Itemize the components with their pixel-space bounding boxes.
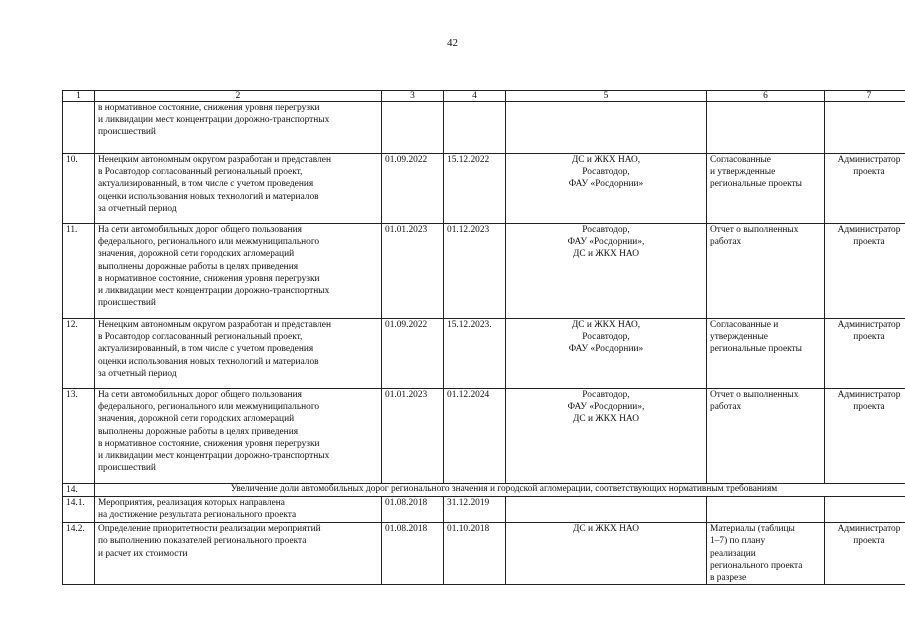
table-row xyxy=(63,497,905,523)
start-date: 01.09.2022 xyxy=(382,154,444,224)
activity-name: Ненецким автономным округом разработан и представлен в Росавтодор согласованный региональный проект, актуализированный, в том числе с учетом проведения оценки использования новых технологий и материалов за отчетный период xyxy=(95,154,382,224)
column-number: 1 xyxy=(63,91,95,102)
column-number: 4 xyxy=(444,91,506,102)
result-description xyxy=(707,102,825,154)
column-number: 3 xyxy=(382,91,444,102)
section-row xyxy=(63,484,905,497)
project-plan-table xyxy=(62,90,905,585)
project-role: Администратор проекта xyxy=(825,389,905,484)
responsible-party: Росавтодор, ФАУ «Росдорнии», ДС и ЖКХ НАО xyxy=(506,224,707,319)
row-number: 10. xyxy=(63,154,95,224)
activity-name: Определение приоритетности реализации мероприятий по выполнению показателей регионального проекта и расчет их стоимости xyxy=(95,523,382,585)
responsible-party: Росавтодор, ФАУ «Росдорнии», ДС и ЖКХ НАО xyxy=(506,389,707,484)
start-date: 01.01.2023 xyxy=(382,389,444,484)
start-date: 01.09.2022 xyxy=(382,319,444,389)
column-number: 5 xyxy=(506,91,707,102)
row-number: 14.2. xyxy=(63,523,95,585)
end-date: 01.12.2024 xyxy=(444,389,506,484)
table-row xyxy=(63,154,905,224)
table-row xyxy=(63,224,905,319)
start-date: 01.08.2018 xyxy=(382,497,444,523)
row-number: 11. xyxy=(63,224,95,319)
column-number-row xyxy=(63,91,905,102)
result-description xyxy=(707,497,825,523)
responsible-party xyxy=(506,497,707,523)
row-number: 12. xyxy=(63,319,95,389)
row-number: 14. xyxy=(63,484,95,497)
result-description: Отчет о выполненных работах xyxy=(707,389,825,484)
project-role: Администратор проекта xyxy=(825,154,905,224)
responsible-party: ДС и ЖКХ НАО xyxy=(506,523,707,585)
section-title: Увеличение доли автомобильных дорог регионального значения и городской агломерации, соответствующих нормативным требованиям xyxy=(95,484,905,497)
start-date xyxy=(382,102,444,154)
project-role xyxy=(825,102,905,154)
activity-name: в нормативное состояние, снижения уровня перегрузки и ликвидации мест концентрации дорожно-транспортных происшествий xyxy=(95,102,382,154)
table-body xyxy=(63,102,905,585)
result-description: Согласованные и утвержденные региональные проекты xyxy=(707,319,825,389)
end-date: 15.12.2023. xyxy=(444,319,506,389)
column-number: 2 xyxy=(95,91,382,102)
activity-name: Мероприятия, реализация которых направлена на достижение результата регионального проекта xyxy=(95,497,382,523)
responsible-party xyxy=(506,102,707,154)
activity-name: Ненецким автономным округом разработан и представлен в Росавтодор согласованный региональный проект, актуализированный, в том числе с учетом проведения оценки использования новых технологий и материалов за отчетный период xyxy=(95,319,382,389)
end-date: 31.12.2019 xyxy=(444,497,506,523)
row-number: 13. xyxy=(63,389,95,484)
page-number: 42 xyxy=(447,37,458,49)
start-date: 01.01.2023 xyxy=(382,224,444,319)
project-role: Администратор проекта xyxy=(825,523,905,585)
project-role xyxy=(825,497,905,523)
row-number: 14.1. xyxy=(63,497,95,523)
table-row xyxy=(63,102,905,154)
row-number xyxy=(63,102,95,154)
responsible-party: ДС и ЖКХ НАО, Росавтодор, ФАУ «Росдорнии» xyxy=(506,154,707,224)
table-row xyxy=(63,319,905,389)
responsible-party: ДС и ЖКХ НАО, Росавтодор, ФАУ «Росдорнии» xyxy=(506,319,707,389)
column-number: 7 xyxy=(825,91,905,102)
activity-name: На сети автомобильных дорог общего пользования федерального, регионального или межмуниципального значения, дорожной сети городских агломераций выполнены дорожные работы в целях приведения в нормативное состояние, снижения уровня перегрузки и ликвидации мест концентрации дорожно-транспортных происшествий xyxy=(95,389,382,484)
result-description: Материалы (таблицы 1–7) по плану реализации регионального проекта в разрезе xyxy=(707,523,825,585)
end-date: 01.10.2018 xyxy=(444,523,506,585)
table-row xyxy=(63,389,905,484)
end-date xyxy=(444,102,506,154)
result-description: Отчет о выполненных работах xyxy=(707,224,825,319)
start-date: 01.08.2018 xyxy=(382,523,444,585)
end-date: 15.12.2022 xyxy=(444,154,506,224)
table-row xyxy=(63,523,905,585)
activity-name: На сети автомобильных дорог общего пользования федерального, регионального или межмуниципального значения, дорожной сети городских агломераций выполнены дорожные работы в целях приведения в нормативное состояние, снижения уровня перегрузки и ликвидации мест концентрации дорожно-транспортных происшествий xyxy=(95,224,382,319)
project-role: Администратор проекта xyxy=(825,319,905,389)
result-description: Согласованные и утвержденные региональные проекты xyxy=(707,154,825,224)
end-date: 01.12.2023 xyxy=(444,224,506,319)
project-role: Администратор проекта xyxy=(825,224,905,319)
column-number: 6 xyxy=(707,91,825,102)
